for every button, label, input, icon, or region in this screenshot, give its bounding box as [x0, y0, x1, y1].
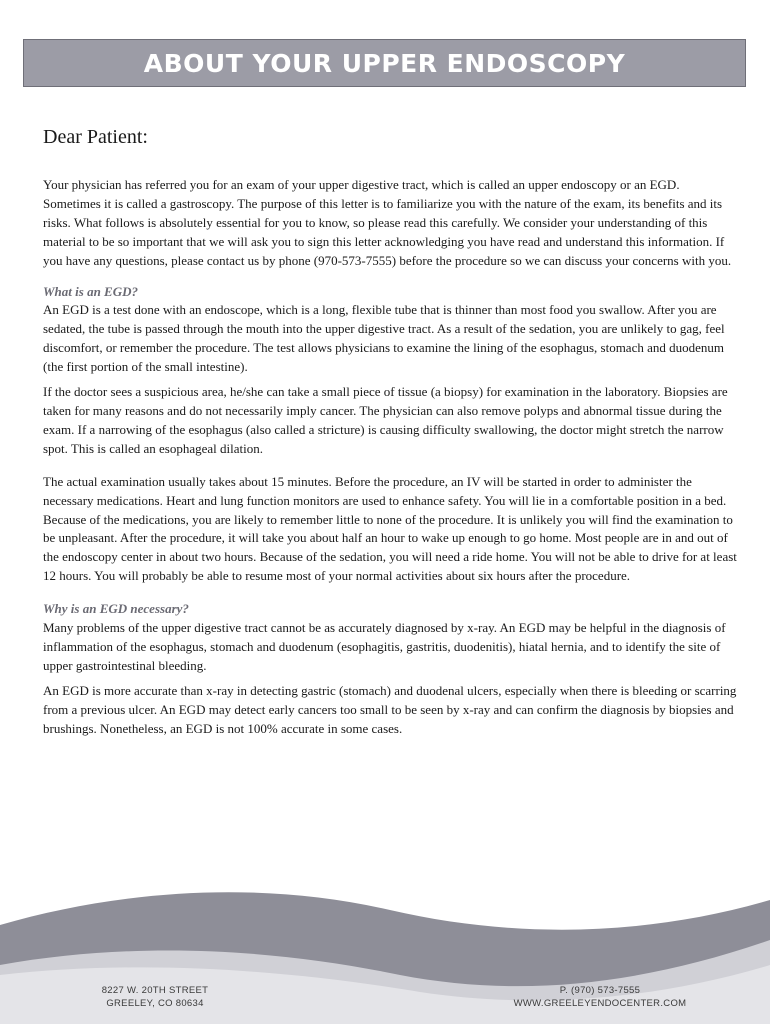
paragraph-what-is-egd-3: The actual examination usually takes about 15 minutes. Before the procedure, an IV will be started in order to administer the necessary medications. Heart and lung function monitors are used to enhance safety. You will lie in a comfortable position in a bed. Because of the medications, you are likely to remember little to none of the procedure. It is unlikely you will find the examination to be unpleasant. After the procedure, it will take you about half an hour to wake up enough to go home. Most people are in and out of the endoscopy center in about two hours. Because of the sedation, you will need a ride home. You will not be able to drive for at least 12 hours. You will probably be able to resume most of your normal activities about six hours after the procedure.: [43, 473, 737, 584]
paragraph-what-is-egd-2: If the doctor sees a suspicious area, he/she can take a small piece of tissue (a biopsy) for examination in the laboratory. Biopsies are taken for many reasons and do not necessarily imply cancer. The physician can also remove polyps and abnormal tissue during the exam. If a narrowing of the esophagus (also called a stricture) is causing difficulty swallowing, the doctor might stretch the narrow spot. This is called an esophageal dilation.: [43, 384, 728, 456]
letter-body: [43, 176, 738, 738]
address-city: GREELEY, CO 80634: [106, 998, 204, 1009]
website-link[interactable]: WWW.GREELEYENDOCENTER.COM: [513, 998, 687, 1009]
intro-paragraph: Your physician has referred you for an exam of your upper digestive tract, which is called an upper endoscopy or an EGD. Sometimes it is called a gastroscopy. The purpose of this letter is to familiarize you with the nature of the exam, its benefits and its risks. What follows is absolutely essential for you to know, so please read this carefully. We consider your understanding of this material to be so important that we will ask you to sign this letter acknowledging you have read and understand this information. If you have any questions, please contact us by phone (970-573-7555) before the procedure so we can discuss your concerns with you.: [43, 177, 732, 268]
paragraph-what-is-egd-1: An EGD is a test done with an endoscope, which is a long, flexible tube that is thinner than most food you swallow. After you are sedated, the tube is passed through the mouth into the upper digestive tract. As a result of the sedation, you are unlikely to gag, feel discomfort, or remember the procedure. The test allows physicians to examine the lining of the esophagus, stomach and duodenum (the first portion of the small intestine).: [43, 302, 725, 375]
section-heading-what-is-egd: What is an EGD?: [43, 283, 138, 299]
paragraph-why-necessary-1: Many problems of the upper digestive tract cannot be as accurately diagnosed by x-ray. An EGD may be helpful in the diagnosis of inflammation of the esophagus, stomach and duodenum (esophagitis, gastritis, duodenitis), hiatal hernia, and to identify the site of upper gastrointestinal bleeding.: [43, 620, 726, 673]
phone-number[interactable]: P. (970) 573-7555: [559, 985, 641, 996]
section-heading-why-necessary: Why is an EGD necessary?: [43, 601, 189, 617]
paragraph-why-necessary-2: An EGD is more accurate than x-ray in detecting gastric (stomach) and duodenal ulcers, especially when there is bleeding or scarring from a previous ulcer. An EGD may detect early cancers too small to be seen by x-ray and can confirm the diagnosis by biopsies and brushings. Nonetheless, an EGD is not 100% accurate in some cases.: [43, 682, 737, 736]
salutation: Dear Patient:: [43, 126, 148, 148]
title-banner: [23, 39, 746, 87]
footer-contact: [480, 984, 720, 1010]
page-title: ABOUT YOUR UPPER ENDOSCOPY: [143, 48, 626, 78]
footer-address: [60, 984, 250, 1010]
address-street: 8227 W. 20TH STREET: [101, 985, 209, 996]
